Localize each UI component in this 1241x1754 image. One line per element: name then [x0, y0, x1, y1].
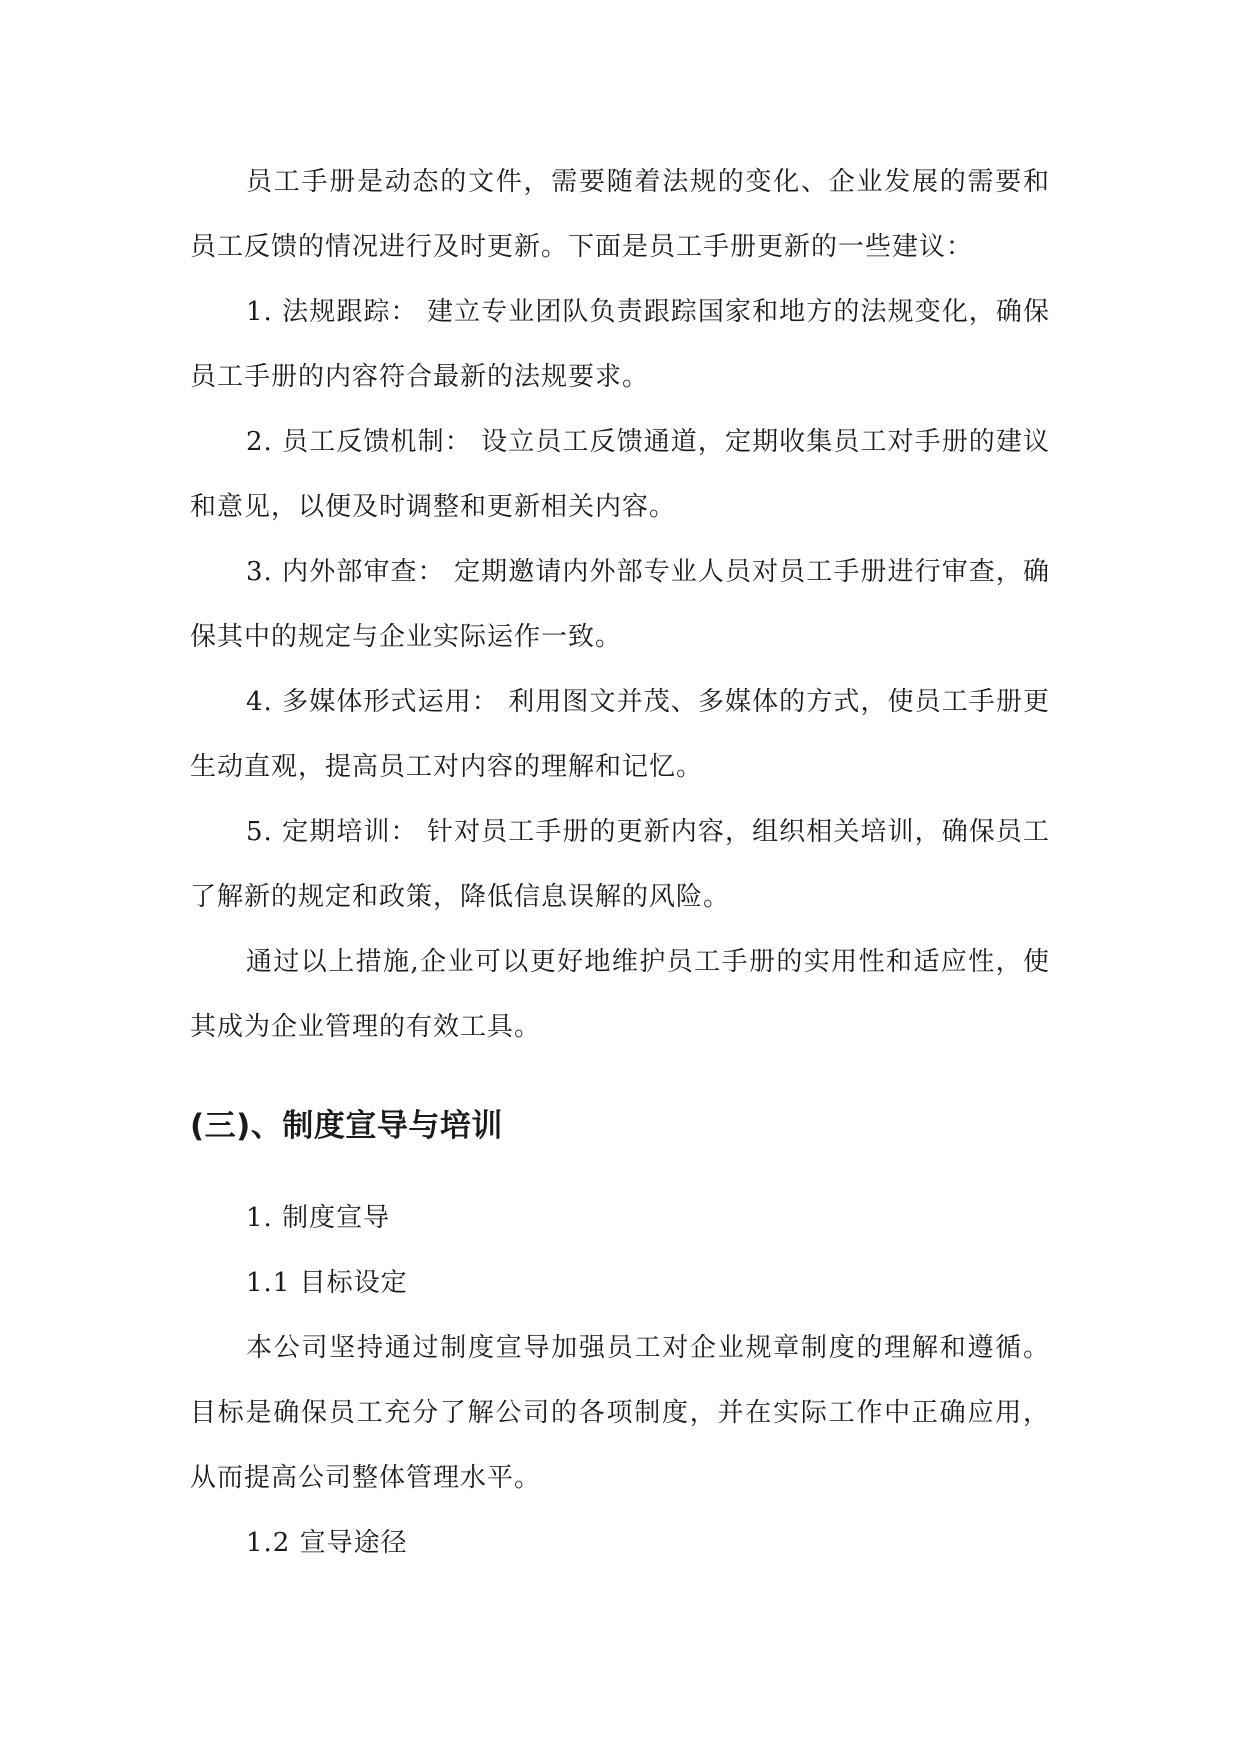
- list-item-training: 5. 定期培训： 针对员工手册的更新内容，组织相关培训，确保员工了解新的规定和政策，降低信息误解的风险。: [190, 817, 1050, 912]
- subheading-goal-setting: 1.1 目标设定: [246, 1268, 408, 1298]
- summary-paragraph: 通过以上措施,企业可以更好地维护员工手册的实用性和适应性，使其成为企业管理的有效工具。: [190, 947, 1050, 1042]
- subheading-promotion-channels: 1.2 宣导途径: [246, 1528, 408, 1558]
- document-body: [190, 150, 1050, 1576]
- intro-paragraph: 员工手册是动态的文件，需要随着法规的变化、企业发展的需要和员工反馈的情况进行及时更新。下面是员工手册更新的一些建议：: [190, 167, 1050, 262]
- list-item-regulation-tracking: 1. 法规跟踪： 建立专业团队负责跟踪国家和地方的法规变化，确保员工手册的内容符合最新的法规要求。: [190, 297, 1050, 392]
- goal-paragraph: 本公司坚持通过制度宣导加强员工对企业规章制度的理解和遵循。目标是确保员工充分了解公司的各项制度，并在实际工作中正确应用，从而提高公司整体管理水平。: [190, 1333, 1050, 1493]
- list-item-review: 3. 内外部审查： 定期邀请内外部专业人员对员工手册进行审查，确保其中的规定与企业实际运作一致。: [190, 557, 1050, 652]
- list-item-multimedia: 4. 多媒体形式运用： 利用图文并茂、多媒体的方式，使员工手册更生动直观，提高员工对内容的理解和记忆。: [190, 687, 1050, 782]
- list-item-feedback-mechanism: 2. 员工反馈机制： 设立员工反馈通道，定期收集员工对手册的建议和意见，以便及时调整和更新相关内容。: [190, 427, 1050, 522]
- subheading-policy-promotion: 1. 制度宣导: [246, 1203, 391, 1233]
- section-heading: (三)、制度宣导与培训: [190, 1108, 503, 1144]
